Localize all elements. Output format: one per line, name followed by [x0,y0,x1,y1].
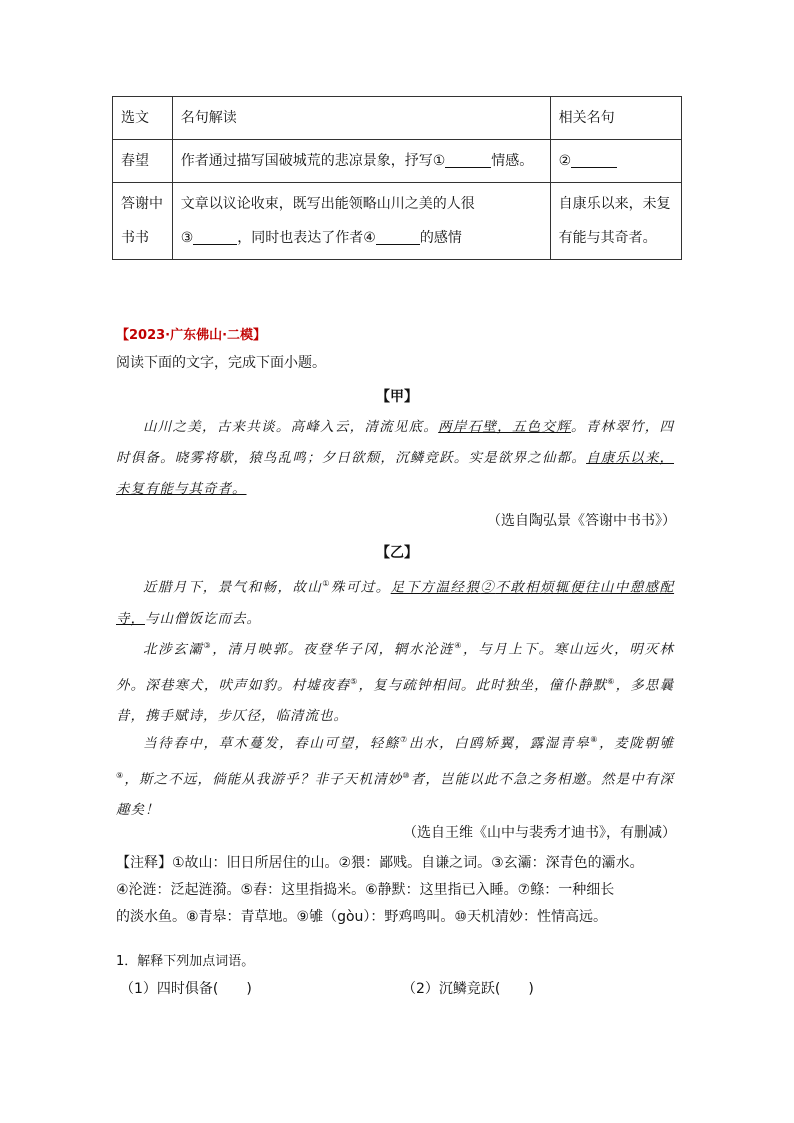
desc-text: ③ [180,230,194,246]
passage-jia [116,412,674,505]
desc-text: 的感情 [419,230,462,246]
citation-yi: （选自王维《山中与裴秀才迪书》，有删减） [403,825,676,841]
related-line: 有能与其奇者。 [558,230,657,246]
passage-text: 者，岂能以此不急之务相邀。然是中有深趣矣！ [116,771,675,818]
annotation-block [116,850,680,931]
passage-text: 出水，白鸥矫翼，露湿青皋 [408,735,591,752]
underlined-text: 不敢相烦辄便往山中憩感配寺， [116,579,675,627]
passage-text: 与山僧饭讫而去。 [145,610,261,627]
passage-yi-p2 [116,630,674,732]
answer-blank-4[interactable] [376,228,420,245]
passage-text: ，与月上下。寒山远火，明灭林外。深巷寒犬，吠声如豹。村墟夜舂 [116,641,675,693]
table-header-cell: 相关名句 [550,97,681,140]
annotation-line: 的淡水鱼。⑧青皋：青草地。⑨雊（gòu）：野鸡鸣叫。⑩天机清妙：性情高远。 [116,909,607,925]
footnote-mark: ⑨ [116,770,125,780]
passage-text: 北涉玄灞 [143,641,204,658]
related-prefix: ② [558,153,572,169]
passage-text: ，麦陇朝雊 [599,735,675,752]
table-row [113,140,682,183]
desc-text: 情感。 [491,153,534,169]
sub-question-2[interactable]: （2）沉鳞竞跃( ) [402,981,534,997]
related-line: 自康乐以来，未复 [558,196,671,212]
underlined-text: 足下方温经猥 [390,579,481,596]
table-header-row [113,97,682,140]
passage-yi-p3 [116,724,674,826]
citation-jia: （选自陶弘景《答谢中书书》） [487,513,676,529]
passage-yi-p1 [116,568,674,635]
passage-text: 。青林翠竹，四时俱备。晓雾将歇，猿鸟乱鸣；夕日欲颓，沉鳞竞跃。实是欲界之仙都。 [116,419,675,466]
table-cell-title [113,183,173,260]
footnote-mark: ⑧ [590,735,600,744]
annotation-line: ④沦涟：泛起涟漪。⑤舂：这里指捣米。⑥静默：这里指已入睡。⑦鲦：一种细长 [116,882,615,898]
passage-text: ，多思曩昔，携手赋诗，步仄径，临清流也。 [116,677,675,724]
footnote-mark: ⑦ [400,735,409,744]
annotation-line: 【注释】①故山：旧日所居住的山。②猥：鄙贱。自谦之词。③玄灞：深青色的灞水。 [116,855,644,871]
quote-table [112,96,682,260]
passage-text: ，清月映郭。夜登华子冈，辋水沦涟 [212,641,455,658]
desc-line: 文章以议论收束，既写出能领略山川之美的人很 [180,196,475,212]
answer-blank-2[interactable] [571,151,617,168]
section-heading-yi: 【乙】 [376,545,418,561]
table-header-cell: 名句解读 [172,97,550,140]
footnote-mark: ① [322,579,331,588]
underlined-text: 自康乐以来，未复有能与其奇者。 [116,450,675,497]
footnote-mark: ④ [454,641,463,650]
footnote-mark: ② [480,579,496,596]
table-cell-title: 春望 [113,140,173,183]
desc-text: ，同时也表达了作者④ [237,230,376,246]
instruction-text: 阅读下面的文字，完成下面小题。 [116,355,326,371]
title-line: 答谢中 [121,196,163,212]
footnote-mark: ⑥ [607,676,616,686]
passage-text: 殊可过。 [330,579,391,596]
title-line: 书书 [121,230,149,246]
footnote-mark: ③ [203,641,213,650]
passage-text: 山川之美，古来共谈。高峰入云，清流见底。 [143,419,439,435]
source-tag: 【2023·广东佛山·二模】 [116,328,267,343]
footnote-mark: ⑩ [402,770,411,780]
footnote-mark: ⑤ [350,676,359,686]
table-cell-related [550,140,681,183]
passage-text: 近腊月下，景气和畅，故山 [143,579,323,596]
section-heading-jia: 【甲】 [376,389,418,405]
answer-blank-3[interactable] [193,228,237,245]
passage-text: ，复与疏钟相间。此时独坐，僮仆静默 [358,677,608,693]
desc-text: 作者通过描写国破城荒的悲凉景象，抒写① [180,153,446,169]
table-cell-desc [172,183,550,260]
answer-blank-1[interactable] [445,151,491,168]
table-row [113,183,682,260]
desc-line [181,221,542,255]
passage-text: 当待春中，草木蔓发，春山可望，轻鲦 [143,735,401,752]
underlined-text: 两岸石壁，五色交辉 [438,419,571,435]
question-title: 1．解释下列加点词语。 [116,954,255,969]
sub-question-1[interactable]: （1）四时俱备( ) [120,981,252,997]
table-cell-related [550,183,681,260]
passage-text: ，斯之不远，倘能从我游乎？非子天机清妙 [124,771,403,787]
table-header-cell: 选文 [113,97,173,140]
table-cell-desc [172,140,550,183]
